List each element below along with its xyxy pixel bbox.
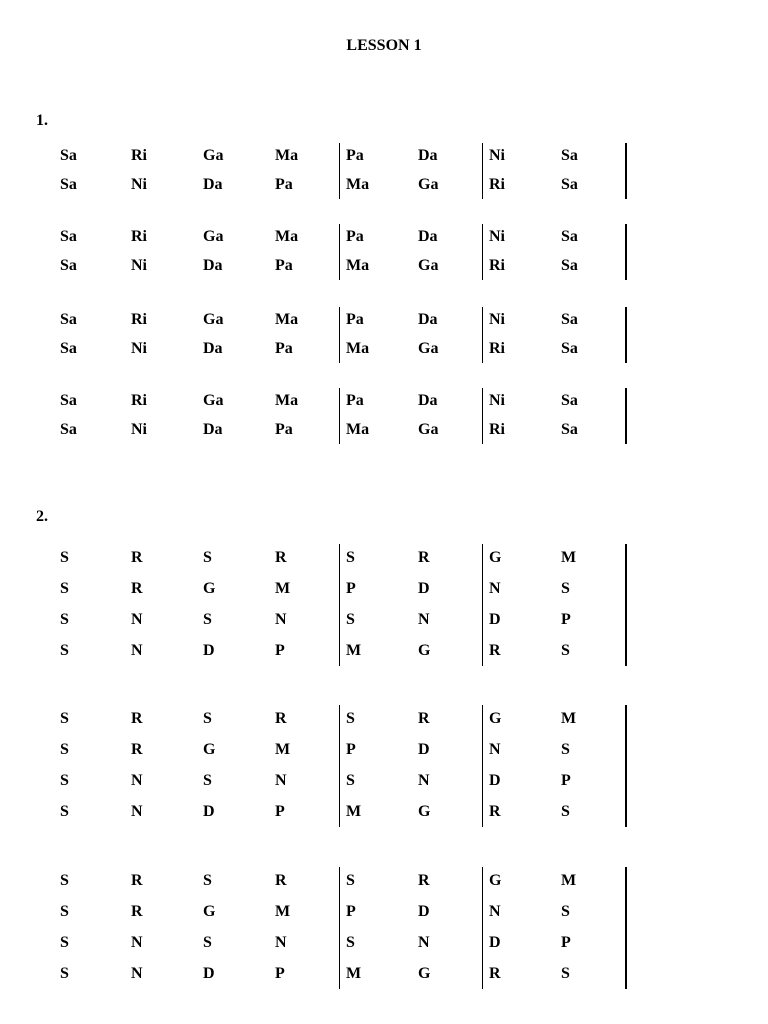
swara-note: N bbox=[489, 741, 501, 758]
swara-note: G bbox=[203, 741, 216, 758]
swara-note: Da bbox=[418, 228, 438, 245]
swara-note: N bbox=[418, 611, 430, 628]
swara-note: R bbox=[418, 872, 430, 889]
notation-row bbox=[0, 141, 768, 170]
swara-note: S bbox=[60, 741, 69, 758]
notation-row bbox=[0, 896, 768, 927]
swara-note: Sa bbox=[561, 147, 578, 164]
swara-note: R bbox=[275, 710, 287, 727]
swara-note: G bbox=[418, 642, 431, 659]
swara-note: Ni bbox=[131, 176, 147, 193]
end-bar-line bbox=[625, 544, 627, 666]
swara-note: Ri bbox=[131, 147, 147, 164]
swara-note: P bbox=[275, 965, 285, 982]
end-bar-line bbox=[625, 705, 627, 827]
notation-row bbox=[0, 170, 768, 199]
swara-note: Pa bbox=[275, 176, 293, 193]
swara-note: S bbox=[346, 611, 355, 628]
bar-line bbox=[482, 705, 483, 827]
bar-line bbox=[482, 544, 483, 666]
swara-note: S bbox=[346, 772, 355, 789]
swara-note: Sa bbox=[60, 176, 77, 193]
swara-note: P bbox=[561, 772, 571, 789]
bar-line bbox=[482, 143, 483, 199]
swara-note: G bbox=[203, 580, 216, 597]
swara-note: Ri bbox=[131, 311, 147, 328]
swara-note: S bbox=[60, 580, 69, 597]
swara-note: Ga bbox=[203, 228, 224, 245]
notation-row bbox=[0, 635, 768, 666]
swara-note: M bbox=[346, 965, 362, 982]
swara-note: M bbox=[346, 803, 362, 820]
swara-note: P bbox=[561, 934, 571, 951]
swara-note: S bbox=[60, 934, 69, 951]
swara-note: P bbox=[346, 903, 356, 920]
swara-note: Sa bbox=[561, 228, 578, 245]
swara-note: S bbox=[203, 872, 212, 889]
swara-note: Pa bbox=[346, 228, 364, 245]
notation-row bbox=[0, 734, 768, 765]
swara-note: M bbox=[561, 549, 577, 566]
swara-note: Pa bbox=[346, 392, 364, 409]
swara-note: R bbox=[275, 872, 287, 889]
swara-note: S bbox=[203, 549, 212, 566]
swara-note: N bbox=[131, 934, 143, 951]
swara-note: Ga bbox=[203, 392, 224, 409]
swara-note: Ri bbox=[131, 228, 147, 245]
swara-note: N bbox=[489, 580, 501, 597]
swara-note: Ni bbox=[489, 228, 505, 245]
swara-note: Da bbox=[203, 421, 223, 438]
bar-line bbox=[339, 544, 340, 666]
swara-note: R bbox=[489, 965, 501, 982]
swara-note: Sa bbox=[561, 257, 578, 274]
notation-block bbox=[0, 703, 768, 827]
notation-block bbox=[0, 542, 768, 666]
swara-note: Ni bbox=[489, 311, 505, 328]
notation-row bbox=[0, 222, 768, 251]
swara-note: Ri bbox=[489, 421, 505, 438]
bar-line bbox=[482, 388, 483, 444]
swara-note: Sa bbox=[60, 257, 77, 274]
notation-row bbox=[0, 573, 768, 604]
swara-note: N bbox=[131, 803, 143, 820]
notation-row bbox=[0, 958, 768, 989]
swara-note: D bbox=[203, 803, 215, 820]
swara-note: S bbox=[346, 934, 355, 951]
swara-note: Sa bbox=[60, 228, 77, 245]
swara-note: S bbox=[60, 872, 69, 889]
end-bar-line bbox=[625, 388, 627, 444]
swara-note: Ri bbox=[489, 257, 505, 274]
swara-note: S bbox=[203, 611, 212, 628]
swara-note: N bbox=[275, 611, 287, 628]
swara-note: Sa bbox=[60, 340, 77, 357]
swara-note: D bbox=[203, 965, 215, 982]
swara-note: M bbox=[346, 642, 362, 659]
swara-note: R bbox=[489, 803, 501, 820]
bar-line bbox=[482, 307, 483, 363]
notation-block bbox=[0, 222, 768, 280]
swara-note: S bbox=[346, 710, 355, 727]
swara-note: D bbox=[203, 642, 215, 659]
bar-line bbox=[482, 867, 483, 989]
swara-note: N bbox=[275, 772, 287, 789]
swara-note: P bbox=[561, 611, 571, 628]
notation-row bbox=[0, 542, 768, 573]
swara-note: Ma bbox=[346, 176, 370, 193]
swara-note: Sa bbox=[561, 421, 578, 438]
swara-note: P bbox=[275, 803, 285, 820]
swara-note: Ni bbox=[489, 147, 505, 164]
swara-note: D bbox=[418, 741, 430, 758]
swara-note: S bbox=[346, 549, 355, 566]
swara-note: Da bbox=[418, 311, 438, 328]
swara-note: Ni bbox=[131, 257, 147, 274]
swara-note: S bbox=[561, 642, 570, 659]
section-number: 2. bbox=[36, 508, 48, 525]
swara-note: S bbox=[561, 903, 570, 920]
bar-line bbox=[482, 224, 483, 280]
swara-note: N bbox=[131, 611, 143, 628]
swara-note: S bbox=[60, 710, 69, 727]
swara-note: Ga bbox=[418, 257, 439, 274]
swara-note: Sa bbox=[60, 147, 77, 164]
notation-row bbox=[0, 334, 768, 363]
swara-note: Sa bbox=[561, 392, 578, 409]
swara-note: Sa bbox=[561, 311, 578, 328]
swara-note: Ga bbox=[418, 176, 439, 193]
swara-note: P bbox=[346, 741, 356, 758]
swara-note: D bbox=[418, 580, 430, 597]
swara-note: D bbox=[489, 611, 501, 628]
bar-line bbox=[339, 224, 340, 280]
swara-note: R bbox=[131, 549, 143, 566]
swara-note: N bbox=[131, 965, 143, 982]
notation-row bbox=[0, 386, 768, 415]
swara-note: Ri bbox=[489, 176, 505, 193]
swara-note: Ri bbox=[489, 340, 505, 357]
swara-note: Ga bbox=[203, 147, 224, 164]
swara-note: Da bbox=[418, 147, 438, 164]
swara-note: N bbox=[418, 934, 430, 951]
swara-note: Ni bbox=[131, 340, 147, 357]
swara-note: Pa bbox=[275, 340, 293, 357]
swara-note: S bbox=[203, 710, 212, 727]
swara-note: R bbox=[489, 642, 501, 659]
swara-note: R bbox=[131, 710, 143, 727]
swara-note: N bbox=[131, 642, 143, 659]
swara-note: M bbox=[561, 710, 577, 727]
swara-note: Pa bbox=[346, 311, 364, 328]
swara-note: Da bbox=[203, 340, 223, 357]
swara-note: S bbox=[60, 642, 69, 659]
notation-row bbox=[0, 865, 768, 896]
swara-note: Ga bbox=[418, 340, 439, 357]
swara-note: R bbox=[131, 580, 143, 597]
swara-note: Ni bbox=[131, 421, 147, 438]
swara-note: Pa bbox=[275, 421, 293, 438]
notation-row bbox=[0, 927, 768, 958]
swara-note: M bbox=[561, 872, 577, 889]
swara-note: P bbox=[346, 580, 356, 597]
bar-line bbox=[339, 388, 340, 444]
swara-note: Sa bbox=[60, 421, 77, 438]
swara-note: S bbox=[60, 772, 69, 789]
notation-row bbox=[0, 305, 768, 334]
swara-note: R bbox=[131, 741, 143, 758]
swara-note: S bbox=[60, 965, 69, 982]
swara-note: R bbox=[418, 549, 430, 566]
swara-note: G bbox=[489, 710, 502, 727]
swara-note: D bbox=[489, 772, 501, 789]
swara-note: N bbox=[418, 772, 430, 789]
swara-note: R bbox=[131, 903, 143, 920]
notation-block bbox=[0, 865, 768, 989]
swara-note: G bbox=[418, 803, 431, 820]
notation-block bbox=[0, 141, 768, 199]
swara-note: Ma bbox=[346, 257, 370, 274]
swara-note: S bbox=[60, 803, 69, 820]
swara-note: R bbox=[131, 872, 143, 889]
swara-note: Ma bbox=[275, 392, 299, 409]
swara-note: S bbox=[346, 872, 355, 889]
notation-block bbox=[0, 386, 768, 444]
swara-note: P bbox=[275, 642, 285, 659]
swara-note: Ma bbox=[275, 311, 299, 328]
swara-note: Da bbox=[418, 392, 438, 409]
swara-note: D bbox=[489, 934, 501, 951]
swara-note: Ga bbox=[418, 421, 439, 438]
swara-note: M bbox=[275, 903, 291, 920]
swara-note: N bbox=[131, 772, 143, 789]
swara-note: S bbox=[60, 903, 69, 920]
swara-note: D bbox=[418, 903, 430, 920]
end-bar-line bbox=[625, 307, 627, 363]
swara-note: Ma bbox=[275, 228, 299, 245]
section-number: 1. bbox=[36, 112, 48, 129]
swara-note: S bbox=[203, 934, 212, 951]
swara-note: Ma bbox=[275, 147, 299, 164]
swara-note: M bbox=[275, 741, 291, 758]
swara-note: G bbox=[489, 872, 502, 889]
bar-line bbox=[339, 867, 340, 989]
notation-row bbox=[0, 251, 768, 280]
swara-note: S bbox=[561, 965, 570, 982]
swara-note: R bbox=[275, 549, 287, 566]
swara-note: Sa bbox=[60, 392, 77, 409]
swara-note: Ma bbox=[346, 340, 370, 357]
swara-note: N bbox=[275, 934, 287, 951]
swara-note: G bbox=[418, 965, 431, 982]
swara-note: S bbox=[60, 549, 69, 566]
swara-note: Da bbox=[203, 176, 223, 193]
notation-row bbox=[0, 765, 768, 796]
swara-note: Ri bbox=[131, 392, 147, 409]
swara-note: Da bbox=[203, 257, 223, 274]
bar-line bbox=[339, 143, 340, 199]
swara-note: S bbox=[561, 803, 570, 820]
end-bar-line bbox=[625, 224, 627, 280]
swara-note: Pa bbox=[346, 147, 364, 164]
swara-note: Pa bbox=[275, 257, 293, 274]
bar-line bbox=[339, 705, 340, 827]
swara-note: S bbox=[561, 741, 570, 758]
page-title: LESSON 1 bbox=[346, 37, 422, 54]
swara-note: S bbox=[60, 611, 69, 628]
end-bar-line bbox=[625, 143, 627, 199]
swara-note: Sa bbox=[561, 176, 578, 193]
swara-note: Sa bbox=[561, 340, 578, 357]
swara-note: M bbox=[275, 580, 291, 597]
notation-block bbox=[0, 305, 768, 363]
notation-row bbox=[0, 415, 768, 444]
end-bar-line bbox=[625, 867, 627, 989]
swara-note: R bbox=[418, 710, 430, 727]
notation-row bbox=[0, 604, 768, 635]
swara-note: S bbox=[561, 580, 570, 597]
swara-note: G bbox=[203, 903, 216, 920]
swara-note: S bbox=[203, 772, 212, 789]
notation-row bbox=[0, 796, 768, 827]
swara-note: N bbox=[489, 903, 501, 920]
swara-note: Ni bbox=[489, 392, 505, 409]
swara-note: G bbox=[489, 549, 502, 566]
notation-row bbox=[0, 703, 768, 734]
swara-note: Ga bbox=[203, 311, 224, 328]
swara-note: Ma bbox=[346, 421, 370, 438]
swara-note: Sa bbox=[60, 311, 77, 328]
bar-line bbox=[339, 307, 340, 363]
